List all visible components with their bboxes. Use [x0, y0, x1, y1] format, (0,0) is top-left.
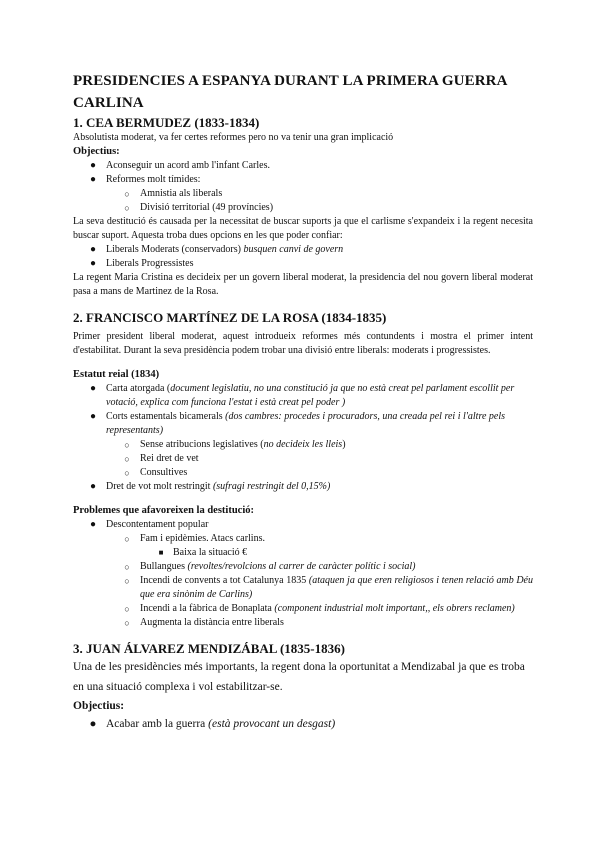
section-1-paragraph: La seva destitució és causada per la necessitat de buscar suports ja que el carlisme s'expandeix i la regent necesita buscar suport. Aquesta troba dues opcions en les que poder confiar: [73, 216, 533, 241]
circle-bullet-icon: ○ [124, 576, 130, 586]
list-item: ● Liberals Moderats (conservadors) busquen canvi de govern [89, 244, 344, 255]
list-item: ○ Amnistia als liberals [73, 187, 533, 201]
section-1-objectius-label: Objectius: [73, 146, 120, 157]
bullet-icon: ● [89, 519, 97, 530]
bullet-icon: ● [89, 174, 97, 185]
document-page [73, 70, 533, 733]
section-1-paragraph-2: La regent Maria Cristina es decideix per un govern liberal moderat, la presidencia del nou govern liberal moderat pasa a mans de Martinez de la Rosa. [73, 272, 533, 297]
estatut-label: Estatut reial (1834) [73, 369, 160, 380]
list-item: ● Descontentament popular [89, 519, 209, 530]
circle-bullet-icon: ○ [124, 604, 130, 614]
bullet-icon: ● [89, 481, 97, 492]
square-bullet-icon: ■ [158, 548, 164, 557]
circle-bullet-icon: ○ [124, 440, 130, 450]
page-title: PRESIDENCIES A ESPANYA DURANT LA PRIMERA GUERRA CARLINA [73, 73, 507, 111]
list-item: ● Corts estamentals bicamerals (dos cambres: procedes i procuradors, una creada pel rei i l'altre pels representants) [89, 411, 506, 436]
circle-bullet-icon: ○ [124, 562, 130, 572]
list-item: ● Aconseguir un acord amb l'infant Carles. [89, 160, 270, 171]
list-item: ● Reformes molt tímides: [89, 174, 201, 185]
list-item: ● Dret de vot molt restringit (sufragi restringit del 0,15%) [89, 481, 331, 492]
list-item: ○ Incendi a la fàbrica de Bonaplata (component industrial molt important,, els obrers reclamen) [73, 602, 533, 616]
bullet-icon: ● [89, 383, 97, 394]
problemes-list [73, 518, 533, 630]
list-item: ○ Incendi de convents a tot Catalunya 1835 (ataquen ja que eren religiosos i tenen relació amb Déu que era sinònim de Carlins) [73, 574, 533, 602]
circle-bullet-icon: ○ [124, 454, 130, 464]
list-item: ○ Divisió territorial (49 províncies) [73, 201, 533, 215]
circle-bullet-icon: ○ [124, 468, 130, 478]
section-2-heading: 2. FRANCISCO MARTÍNEZ DE LA ROSA (1834-1835) [73, 310, 387, 325]
section-1-heading: 1. CEA BERMUDEZ (1833-1834) [73, 115, 260, 130]
estatut-list [73, 382, 533, 494]
section-1-objectives-list [73, 159, 533, 215]
list-item: ○ Augmenta la distància entre liberals [73, 616, 533, 630]
bullet-icon: ● [89, 160, 97, 171]
list-item: ● Liberals Progressistes [89, 258, 194, 269]
bullet-icon: ● [89, 244, 97, 255]
list-item: ○ Fam i epidèmies. Atacs carlins. [73, 532, 533, 546]
list-item: ● Carta atorgada (document legislatiu, no una constitució ja que no està creat pel parlament escollit per votació, explica com funciona l'estat i està creat pel poder ) [89, 383, 515, 408]
list-item: ■ Baixa la situació € [73, 546, 533, 560]
bullet-icon: ● [89, 718, 97, 730]
section-3-intro: Una de les presidències més importants, la regent dona la oportunitat a Mendizabal ja que es troba en una situació complexa i vol estabilitzar-se. [73, 661, 525, 693]
section-3-objectives-list [73, 715, 533, 733]
section-3-objectius-label: Objectius: [73, 700, 125, 712]
section-2-intro: Primer president liberal moderat, aquest introdueix reformes més contundents i mostra el primer intent d'estabilitat. Durant la seva presidència podem trobar una divisió entre liberals: moderats i progressistes. [73, 331, 533, 356]
list-item: ○ Bullangues (revoltes/revolcions al carrer de caràcter polític i social) [73, 560, 533, 574]
section-1-intro: Absolutista moderat, va fer certes reformes pero no va tenir una gran implicació [73, 132, 394, 143]
list-item: ○ Consultives [73, 466, 533, 480]
bullet-icon: ● [89, 411, 97, 422]
circle-bullet-icon: ○ [124, 189, 130, 199]
circle-bullet-icon: ○ [124, 618, 130, 628]
circle-bullet-icon: ○ [124, 534, 130, 544]
bullet-icon: ● [89, 258, 97, 269]
list-item: ○ Rei dret de vet [73, 452, 533, 466]
section-3-heading: 3. JUAN ÁLVAREZ MENDIZÁBAL (1835-1836) [73, 641, 345, 656]
circle-bullet-icon: ○ [124, 203, 130, 213]
list-item: ● Acabar amb la guerra (està provocant un desgast) [73, 715, 533, 733]
problemes-label: Problemes que afavoreixen la destitució: [73, 505, 255, 516]
list-item: ○ Sense atribucions legislatives (no decideix les lleis) [73, 438, 533, 452]
section-1-options-list [73, 243, 533, 271]
